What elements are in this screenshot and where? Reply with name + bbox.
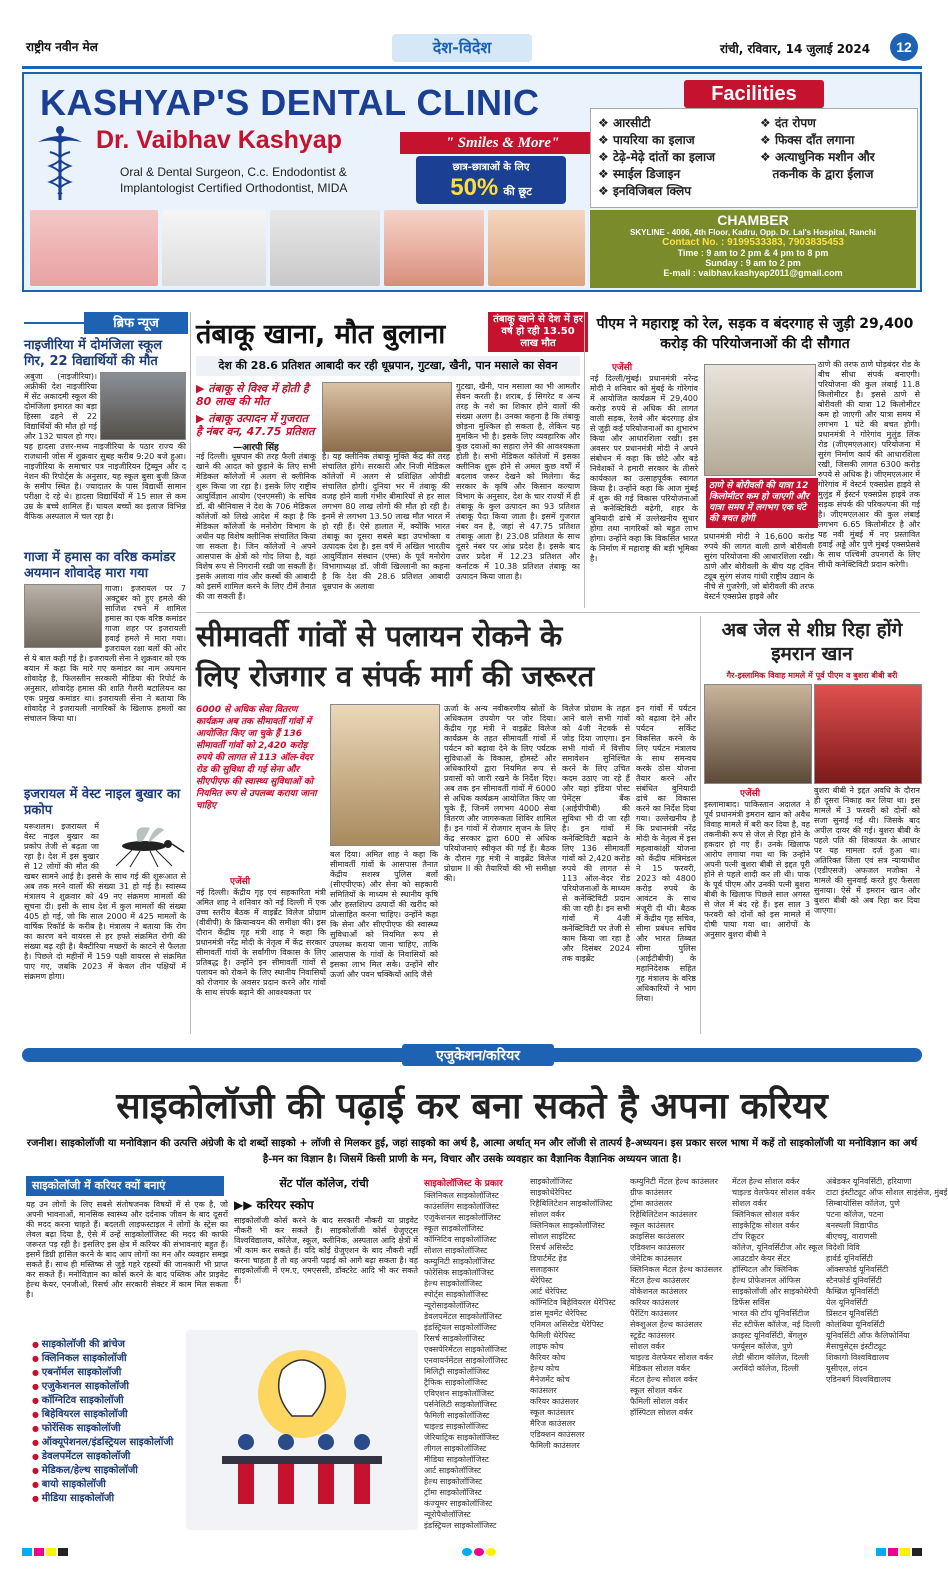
- list-item: सेंट स्टीफेंस कॉलेज, नई दिल्ली: [732, 1320, 821, 1329]
- ad-offer-box: [416, 156, 566, 204]
- list-item: ● एजुकेशनल साइकोलॉजी: [32, 1378, 228, 1392]
- list-item: शिकागो विश्वविद्यालय: [826, 1353, 889, 1362]
- brief-2-lead: गाजा। इजरायल पर 7 अक्टूबर को हुए हमले की साजिश रचने में शामिल हमास का एक वरिष्ठ कमांडर गाजा शहर पर: [105, 584, 186, 633]
- list-item: स्कूल काउंसलर: [530, 1408, 574, 1417]
- border-quote: 6000 से अधिक सेवा वितरण कार्यक्रम अब तक सीमावर्ती गांवों में आयोजित किए जा चुके हैं 136 सीमावर्ती गांवों को 2,420 करोड़ रुपये की लागत से 113 ऑल-वेदर रोड की सुविधा दी गई सेना और सीएपीएफ की स्वास्थ्य सुविधाओं को नियमित रूप से उपलब्ध कराया जाना चाहिए: [196, 705, 317, 811]
- list-item: ट्रैफिक साइकोलॉजिस्ट: [424, 1378, 488, 1387]
- list-item: काउंसलिंग साइकोलॉजिस्ट: [424, 1202, 499, 1211]
- facility-item: ❖ दंत रोपण: [760, 116, 816, 130]
- list-item: रिहैबिलिटेशन काउंसलर: [630, 1210, 697, 1219]
- list-item: स्टैनफोर्ड यूनिवर्सिटी: [826, 1276, 882, 1285]
- list-item: स्कूल सोशल वर्कर: [630, 1386, 682, 1395]
- facility-item: ❖ इनविजिबल क्लिप: [598, 184, 692, 198]
- ad-cred-line2: Implantologist Certified Orthodontist, MIDA: [120, 181, 348, 195]
- list-item: स्कूल साइकोलॉजिस्ट: [424, 1224, 484, 1233]
- list-item: अरविंदो कॉलेज, दिल्ली: [732, 1364, 799, 1373]
- border-col-5: इन गांवों में पर्यटन को बढ़ावा देने और पर्यटन सर्किट विकसित करने के लिए पर्यटन मंत्रालय के साथ समन्वय करके ठोस योजना तैयार करने और संबंधित बुनियादी ढांचे का विकास करने का निर्देश दिया गया। उल्लेखनीय है कि प्रधानमंत्री नरेंद्र मोदी के नेतृत्व में इस महत्वाकांक्षी योजना को केंद्रीय मंत्रिमंडल ने 15 फरवरी, 2023 को 4800 करोड़ रुपये के आवंटन के साथ मंजूरी दी थी। बैठक में केंद्रीय गृह सचिव, सीमा प्रबंधन सचिव और भारत तिब्बत सीमा पुलिस (आईटीबीपी) के महानिदेशक सहित गृह मंत्रालय के वरिष्ठ अधिकारियों ने भाग लिया।: [636, 704, 696, 1003]
- list-item: फैमिली थेरेपिस्ट: [530, 1331, 576, 1340]
- list-item: साइकोलॉजी और साइकोथेरेपी: [732, 1287, 819, 1296]
- education-headline: साइकोलॉजी की पढ़ाई कर बना सकते है अपना करियर: [116, 1086, 828, 1127]
- border-col-2: बल दिया। अमित शाह ने कहा कि सीमावर्ती गांवों के आसपास तैनात केंद्रीय सशस्त्र पुलिस बलों (सीएपीएफ) और सेना को सहकारी समितियों के माध्यम से स्थानीय कृषि और हस्तशिल्प उत्पादों की खरीद को प्रोत्साहित करना चाहिए। उन्होंने कहा कि सेना और सीएपीएफ की स्वास्थ्य सुविधाओं को नियमित रूप से उपलब्ध कराया जाना चाहिए, ताकि आसपास के गांवों के निवासियों को इसका लाभ मिल सके। उन्होंने सौर ऊर्जा और पवन चक्कियों आदि जैसे: [330, 850, 438, 979]
- gaza-rubble-photo: [24, 584, 102, 648]
- list-item: ● क्लिनिकल साइकोलॉजी: [32, 1350, 228, 1364]
- list-item: पैरेंटिंग काउंसलर: [630, 1309, 678, 1318]
- career-col-6: [732, 1176, 822, 1374]
- list-item: एविएशन साइकोलॉजिस्ट: [424, 1389, 495, 1398]
- pm-modi-photo: [704, 364, 816, 476]
- list-item: सोशल साइंटिस्ट: [530, 1232, 576, 1241]
- brief-headline-1: नाइजीरिया में दोमंजिला स्कूल गिर, 22 विद्यार्थियों की मौत: [24, 338, 163, 369]
- smile-photo: [384, 210, 484, 286]
- list-subheading: सोशल वर्कर: [630, 1342, 665, 1351]
- list-item: फोरेंसिक साइकोलॉजिस्ट: [424, 1268, 494, 1277]
- list-item: यूसीएल, लंदन: [826, 1364, 868, 1373]
- brief-story-2: [24, 584, 186, 782]
- list-item: मेंटल हेल्थ सोशल वर्कर: [732, 1177, 800, 1186]
- list-item: रिहैबिलिटेशन साइकोलॉजिस्ट: [530, 1199, 613, 1208]
- tobacco-col-2: है। यह क्लीनिक तंबाकू मुक्ति केंद्र की तरह संचालित होंगे। सरकारी और निजी मेडिकल कॉलेजों में अलग से प्रशिक्षित ओपीडी संचालित होगी। दुनिया भर में तंबाकू की वजह होने वाली गंभीर बीमारियों से हर साल लगभग 80 लाख लोगों की मौत हो रही है। इनमें से लगभग 13.50 लाख मौत भारत में हो रही हैं। ऐसे हालात में, क्योंकि भारत तंबाकू का दूसरा सबसे बड़ा उपभोक्ता व उत्पादक देश है। इस वर्ष में अखिल भारतीय आयुर्विज्ञान संस्थान (एम्स) के पूर्व मनोरोग विभागाध्यक्ष डॉ. जीवी खिल्लानी का कहना है कि देश की 28.6 प्रतिशत आबादी धूम्रपान के अलावा: [322, 452, 450, 591]
- pm-caption: ठाणे से बोरीवली की यात्रा 12 किलोमीटर कम हो जाएगी और यात्रा समय में लगभग एक घंटे की बचत होगी: [706, 478, 818, 528]
- brief-3-body: आई है। इससे के साथ गई की शुरूआत से अब तक मरने वालों की संख्या 31 हो गई है। स्वास्थ्य मंत्रालय ने शुक्रवार को 49 नए संक्रमण मामलों की सूचना दी। इसी के साथ देश में कुल मामलों की संख्या 405 हो गई, जो कि साल 2000 में 425 मामलों के वार्षिक रिकॉर्ड के करीब है। मंत्रालय ने बताया कि रोग का कारण बने वायरस से हर हफ्ते संक्रमित रोगी की संख्या बढ़ रही है। बैक्टीरिया मच्छरों के काटने से फैलता है। पिछले दो महीनों में 159 पक्षी वायरस से संक्रमित पाए गए, जबकि 2023 में केवल तीन पक्षियों में संक्रमण होगा।: [24, 872, 187, 981]
- pm-agency: एजेंसी: [612, 363, 633, 373]
- list-item: ● साइकोलॉजी की ब्रांचेज: [32, 1336, 228, 1350]
- list-item: कम्युनिटी मेंटल हेल्थ काउंसलर: [630, 1177, 718, 1186]
- section-label: देश-विदेश: [392, 34, 532, 62]
- column-divider: [190, 312, 191, 1034]
- tooth-implant-photo: [162, 210, 266, 286]
- list-item: ● बायो साइकोलॉजी: [32, 1476, 228, 1490]
- list-item: हेल्थ साइकोलॉजिस्ट: [424, 1477, 483, 1486]
- list-item: एडिनबर्ग विश्वविद्यालय: [826, 1375, 891, 1384]
- offer-discount: [416, 174, 566, 202]
- child-smile-photo: [488, 210, 585, 286]
- list-item: पटना कॉलेज, पटना: [826, 1210, 884, 1219]
- list-item: हेल्थ कोच: [530, 1364, 560, 1373]
- ad-tagline: " Smiles & More": [400, 132, 605, 154]
- brief-3-lead: यरूशलम। इजरायल में वेस्ट नाइल बुखार का प्रकोप तेजी से बढ़ता जा रहा है। देश में इस बुखार से 12 लोगों की मौत की खबर सामने: [24, 822, 99, 881]
- list-item: ऑक्सफोर्ड यूनिवर्सिटी: [826, 1265, 889, 1274]
- list-item: सोशल वर्कर: [732, 1199, 767, 1208]
- list-item: डेवलपमेंटल साइकोलॉजिस्ट: [424, 1312, 502, 1321]
- list-item: क्लिनिकल सोशल वर्कर: [732, 1210, 800, 1219]
- ad-doctor-name: Dr. Vaibhav Kashyap: [96, 126, 342, 154]
- list-item: करियर काउंसलर: [530, 1397, 579, 1406]
- brief-news-header: [24, 312, 184, 334]
- tobacco-deck: देश की 28.6 प्रतिशत आबादी कर रही धूम्रपान, गुटखा, खैनी, पान मसाले का सेवन: [196, 356, 580, 376]
- list-item: चाइल्ड वेलफेयर सोशल वर्कर: [630, 1353, 714, 1362]
- career-col-5: [630, 1176, 728, 1418]
- list-subheading: विदेशी विवि: [826, 1243, 860, 1252]
- chamber-sunday: Sunday : 9 am to 2 pm: [705, 258, 801, 268]
- chamber-time: Time : 9 am to 2 pm & 4 pm to 8 pm: [677, 248, 829, 258]
- chamber-title: CHAMBER: [717, 212, 789, 228]
- facility-item: ❖ फिक्स दाँत लगाना: [760, 133, 855, 147]
- list-item: साइकोलॉजिस्ट: [530, 1177, 573, 1186]
- imran-deck: गैर-इस्लामिक विवाह मामले में पूर्व पीएम व बुशरा बीबी बरी: [726, 671, 898, 680]
- list-item: एनिमल असिस्टेड थेरेपिस्ट: [530, 1320, 604, 1329]
- tobacco-stat-2: ▶ तंबाकू उत्पादन में गुजरात है नंबर वन, 47.75 प्रतिशत: [196, 412, 315, 438]
- list-item: हेल्थ प्रोफेशनल ऑफिस: [732, 1276, 801, 1285]
- tobacco-col-3: गुटखा, खैनी, पान मसाला का भी आमतौर सेवन करती है। शराब, ई सिगरेट व अन्य तरह के नशे का शिकार होने वालों की संख्या अलग है। उनका कहना है कि तंबाकू छोड़ना मुश्किल हो सकता है, लेकिन यह मुमकिन भी है। इसके लिए व्यवहारिक और कुछ दवाओं का सहारा लेने की आवश्यकता होती है। सभी मेडिकल कॉलेजों में इसका क्लीनिक शुरू होने से अमल कुछ वर्षों में बदलाव जरूर देखने को मिलेगा। केंद्र सरकार के कृषि और किसान कल्याण विभाग के अनुसार, देश के चार राज्यों में ही तंबाकू के कुल उत्पादन का 93 प्रतिशत तंबाकू पैदा किया जाता है। इसमें गुजरात नंबर वन है, जहां से 47.75 प्रतिशत तंबाकू आता है। 23.08 प्रतिशत के साथ दूसरे नंबर पर आंध्र प्रदेश है। इसके बाद उत्तर प्रदेश में 12.23 प्रतिशत और कर्नाटक में 10.38 प्रतिशत तंबाकू का उत्पादन किया जाता है।: [456, 382, 580, 581]
- tobacco-byline: —आरपी सिंह: [233, 443, 279, 453]
- list-subheading: काउंसलर: [530, 1386, 557, 1395]
- imran-col-2: बुशरा बीबी ने इद्दत अवधि के दौरान ही दूसरा निकाह कर लिया था। इस मामले में 3 फरवरी को दोनों को सजा सुनाई गई थी। जिसके बाद अपील दायर की गई। बुशरा बीबी के पहले पति की शिकायत के आधार पर यह मामला दर्ज हुआ था। अतिरिक्त जिला एवं सत्र न्यायाधीश (एडीएसजे) अफजल मजोका ने मामले की सुनवाई करते हुए फैसला सुनाया। ऐसे में इमरान खान और बुशरा बीबी को अब रिहा कर दिया जाएगा।: [814, 786, 920, 915]
- list-item: मैसाचुसेट्स इंस्टीट्यूट: [826, 1342, 887, 1351]
- list-item: प्रिंसटन यूनिवर्सिटी: [826, 1309, 879, 1318]
- list-item: न्यूरोपैथोलॉजिस्ट: [424, 1510, 471, 1519]
- ad-title: KASHYAP'S DENTAL CLINIC: [40, 82, 540, 123]
- caduceus-icon: [30, 124, 90, 202]
- list-item: मेंटल हेल्थ काउंसलर: [630, 1276, 690, 1285]
- list-item: चाइल्ड वेलफेयर सोशल वर्कर: [732, 1188, 816, 1197]
- brief-headline-3: इजरायल में वेस्ट नाइल बुखार का प्रकोप: [24, 787, 181, 818]
- list-item: करियर काउंसलर: [630, 1298, 679, 1307]
- list-item: ट्रॉमा काउंसलर: [630, 1199, 673, 1208]
- list-item: लीगल साइकोलॉजिस्ट: [424, 1444, 487, 1453]
- list-item: रिसर्च असिस्टेंट: [530, 1243, 574, 1252]
- career-scope-text: साइकोलॉजी कोर्स करने के बाद सरकारी नौकरी या प्राइवेट नौकरी भी कर सकते हैं। साइकोलॉजी कोर्स ग्रेजुएट्स विश्वविद्यालय, कॉलेज, स्कूल, क्लीनिक, अस्पताल आदि क्षेत्रों में भी काम कर सकते हैं। यदि कोई ग्रेजुएशन के बाद नौकरी नहीं करना चाहता है तो वह अपनी पढ़ाई को आगे बढ़ा सकता है। वह साइकोलॉजी में एम.ए, एमएससी, डॉक्टरेट आदि भी कर सकते हैं।: [234, 1216, 418, 1285]
- facility-item: ❖ अत्याधुनिक मशीन और: [760, 150, 875, 164]
- list-item: मैनेजमेंट कोच: [530, 1375, 570, 1384]
- border-headline: [196, 616, 696, 696]
- list-item: मिलिट्री साइकोलॉजिस्ट: [424, 1367, 490, 1376]
- career-col-4: [530, 1176, 626, 1451]
- list-item: मीडिया साइकोलॉजिस्ट: [424, 1455, 489, 1464]
- dental-photos: [30, 210, 585, 286]
- border-headline-line2: लिए रोजगार व संपर्क मार्ग की जरूरत: [196, 659, 595, 693]
- list-item: अंबेडकर यूनिवर्सिटी, हरियाणा: [826, 1177, 912, 1186]
- tobacco-side-box: तंबाकू खाने से देश में हर वर्ष हो रही 13.50 लाख मौत: [488, 312, 588, 352]
- offer-line: छात्र-छात्राओं के लिए: [452, 162, 530, 173]
- types-title: साइकोलॉजिस्ट के प्रकार: [424, 1179, 503, 1189]
- imran-agency: एजेंसी: [740, 789, 761, 799]
- list-item: हेल्थ साइकोलॉजिस्ट: [424, 1279, 483, 1288]
- masthead-name: राष्ट्रीय नवीन मेल: [26, 40, 98, 54]
- chamber-contact: Contact No. : 9199533383, 7903835453: [662, 237, 844, 248]
- list-item: बनस्थली विद्यापीठ: [826, 1221, 879, 1230]
- list-item: ट्रॉमा साइकोलॉजिस्ट: [424, 1488, 482, 1497]
- list-item: वोकेशनल काउंसलर: [630, 1287, 688, 1296]
- facility-item: ❖ पायरिया का इलाज: [598, 133, 695, 147]
- list-item: टाटा इंस्टीट्यूट ऑफ सोशल साइंसेज, मुंबई: [826, 1188, 948, 1197]
- list-item: जेनेटिक काउंसलर: [630, 1254, 682, 1263]
- facilities-left-list: [598, 114, 758, 199]
- brief-story-3: [24, 822, 186, 1034]
- denture-photo: [30, 210, 158, 286]
- college-name: सेंट पॉल कॉलेज, रांची: [279, 1177, 369, 1190]
- facility-item: ❖ स्माईल डिजाइन: [598, 167, 681, 181]
- list-item: एजुकेशनल साइकोलॉजिस्ट: [424, 1213, 501, 1222]
- list-item: जेरियाट्रिक साइकोलॉजिस्ट: [424, 1433, 500, 1442]
- list-item: ग्रीफ काउंसलर: [630, 1188, 672, 1197]
- list-item: डांस मूवमेंट थेरेपिस्ट: [530, 1309, 588, 1318]
- facilities-title: Facilities: [684, 80, 824, 108]
- column-divider: [700, 616, 701, 1034]
- list-item: ● फोरेंसिक साइकोलॉजी: [32, 1420, 228, 1434]
- list-item: ● कॉग्निटिव साइकोलॉजी: [32, 1392, 228, 1406]
- list-item: इंडस्ट्रियल साइकोलॉजिस्ट: [424, 1323, 497, 1332]
- facility-item: तकनीक के द्वारा ईलाज: [772, 167, 874, 181]
- list-subheading: लाइफ कोच: [530, 1342, 564, 1351]
- tobacco-stat-1: ▶ तंबाकू से विश्व में होती है 80 लाख की मौत: [196, 382, 309, 408]
- list-item: आर्ट थेरेपिस्ट: [530, 1287, 567, 1296]
- list-item: मेंटल हेल्थ सोशल वर्कर: [630, 1375, 698, 1384]
- list-item: साइकोथेरेपिस्ट: [530, 1188, 572, 1197]
- print-registration-strip: [22, 1548, 922, 1556]
- list-item: फैमिली काउंसलर: [530, 1441, 580, 1450]
- border-col-4: विलेज प्रोग्राम के तहत आने वाले सभी गांवों को 4जी नेटवर्क से जोड़ दिया जाएगा। इन सभी गांवों में वित्तीय समावेशन सुनिश्चित करने के लिए उचित कदम उठाए जा रहे हैं और यहां इंडिया पोस्ट पेमेंट्स बैंक (आईपीपीबी) की सुविधा भी दी जा रही है। इन गांवों में कनेक्टिविटी बढ़ाने के लिए 136 सीमावर्ती गांवों को 2,420 करोड़ रुपये की लागत से 113 ऑल-वेदर रोड परियोजनाओं के माध्यम से कनेक्टिविटी प्रदान की जा रही है। इन सभी गांवों में 4जी कनेक्टिविटी पर तेजी से काम किया जा रहा है और दिसंबर 2024 तक वाइब्रेंट: [562, 704, 630, 963]
- list-item: हॉस्पिटल सोशल वर्कर: [630, 1408, 693, 1417]
- list-item: चाइल्ड साइकोलॉजिस्ट: [424, 1422, 489, 1431]
- list-item: मैरिज काउंसलर: [530, 1419, 576, 1428]
- list-item: हॉस्पिटल और क्लिनिक: [732, 1265, 799, 1274]
- chamber-address: SKYLINE - 4006, 4th Floor, Kadru, Opp. Dr. Lal's Hospital, Ranchi: [630, 228, 876, 237]
- list-item: क्लिनिकल साइकोलॉजिस्ट: [424, 1191, 499, 1200]
- career-scope-title: ▶▶ करियर स्कोप: [234, 1198, 314, 1212]
- list-item: कोलंबिया यूनिवर्सिटी: [826, 1320, 885, 1329]
- implant-model-photo: [270, 210, 380, 286]
- chamber-box: [590, 210, 916, 288]
- list-item: कम्युनिटी साइकोलॉजिस्ट: [424, 1257, 495, 1266]
- list-item: क्लिनिकल मेंटल हेल्थ काउंसलर: [630, 1265, 722, 1274]
- list-item: सोशल साइकोलॉजिस्ट: [424, 1246, 488, 1255]
- pm-col-1: नई दिल्ली/मुंबई। प्रधानमंत्री नरेन्द्र मोदी ने शनिवार को मुंबई के गोरेगांव में आयोजित कार्यक्रम में 29,400 करोड़ रुपये से अधिक की लागत वाली सड़क, रेलवे और बंदरगाह क्षेत्र से जुड़ी कई परियोजनाओं का शुभारंभ किया और आधारशिला रखी। इस अवसर पर प्रधानमंत्री मोदी ने अपने संबोधन में कहा कि छोटे और बड़े निवेशकों ने हमारी सरकार के तीसरे कार्यकाल का उत्साहपूर्वक स्वागत किया है। उन्होंने कहा कि आज मुंबई में शुरू की गई विकास परियोजनाओं से कनेक्टिविटी बढ़ेगी, शहर के बुनियादी ढांचे में उल्लेखनीय सुधार होगा तथा नागरिकों को बहुत लाभ होगा। उन्होंने कहा कि विकसित भारत के निर्माण में महाराष्ट्र की बड़ी भूमिका है।: [590, 374, 698, 563]
- list-item: ● डेवलपमेंटल साइकोलॉजी: [32, 1448, 228, 1462]
- list-item: फैमिली सोशल वर्कर: [630, 1397, 688, 1406]
- list-item: पर्सनेलिटी साइकोलॉजिस्ट: [424, 1400, 497, 1409]
- list-item: सेक्शुअल हेल्थ काउंसलर: [630, 1320, 703, 1329]
- list-item: ● बिहेवियरल साइकोलॉजी: [32, 1406, 228, 1420]
- scope-title-text: करियर स्कोप: [256, 1198, 314, 1212]
- list-item: क्राइस्ट यूनिवर्सिटी, बेंगलुरु: [732, 1331, 808, 1340]
- imran-headline: अब जेल से शीघ्र रिहा होंगे इमरान खान: [721, 619, 903, 665]
- list-item: कॉग्निटिव साइकोलॉजिस्ट: [424, 1235, 497, 1244]
- list-item: कंज्यूमर साइकोलॉजिस्ट: [424, 1499, 493, 1508]
- list-item: कैम्ब्रिज यूनिवर्सिटी: [826, 1287, 880, 1296]
- list-item: क्राइसिस काउंसलर: [630, 1232, 685, 1241]
- list-item: ● मेडिकल/हेल्थ साइकोलॉजी: [32, 1462, 228, 1476]
- amit-shah-photo: [330, 704, 440, 846]
- list-item: यूनिवर्सिटी ऑफ कैलिफोर्निया: [826, 1331, 910, 1340]
- brief-1-lead: अबुजा (नाइजीरिया)। अफ्रीकी देश नाइजीरिया में सेंट अकादमी स्कूल की दोमंजिला इमारत का बड़ा हिस्सा: [24, 372, 97, 421]
- page-number: 12: [890, 33, 918, 61]
- list-item: सोशल वर्कर: [530, 1210, 565, 1219]
- border-col-1: नई दिल्ली। केंद्रीय गृह एवं सहकारिता मंत्री अमित शाह ने शनिवार को नई दिल्ली में एक उच्च स्तरीय बैठक में वाइब्रेंट विलेज प्रोग्राम (वीवीपी) के क्रियान्वयन की समीक्षा की। इस दौरान केंद्रीय गृह मंत्री शाह ने कहा कि प्रधानमंत्री नरेंद्र मोदी के नेतृत्व में केंद्र सरकार सीमावर्ती गांवों के सर्वांगीण विकास के लिए प्रतिबद्ध है। उन्होंने इन सीमावर्ती गांवों से पलायन को रोकने के लिए स्थानीय निवासियों को रोजगार के अवसर प्रदान करने और गांवों के साथ संपर्क बढ़ाने की आवश्यकता पर: [196, 888, 326, 997]
- imran-col-1: इस्लामाबाद। पाकिस्तान अदालत ने पूर्व प्रधानमंत्री इमरान खान को अवैध विवाह मामले में बरी कर दिया है, वह तकनीकी रूप से जेल से रिहा होने के हकदार हो गए हैं। उनके खिलाफ आरोप लगाया गया था कि उन्होंने अपनी पत्नी बुशरा बीबी से इद्दत पूरी होने से पहले शादी कर ली थी। पाक के पूर्व पीएम और उनकी पत्नी बुशरा बीबी के खिलाफ पिछले साल अगस्त से जेल में बंद रहे हैं। इस साल 3 फरवरी को दोनों को इस मामले में दोषी पाया गया था। आरोपों के अनुसार बुशरा बीबी ने: [704, 800, 810, 939]
- career-illustration: [186, 1330, 418, 1530]
- bushra-bibi-photo: [814, 684, 922, 784]
- tobacco-stats: [196, 382, 316, 453]
- list-item: साइकेट्रिक सोशल वर्कर: [732, 1221, 800, 1230]
- list-item: सिम्बायोसिस कॉलेज, पुणे: [826, 1199, 900, 1208]
- border-col-3: ऊर्जा के अन्य नवीकरणीय स्रोतों के अधिकतम उपयोग पर जोर दिया। केंद्रीय गृह मंत्री ने वाइब्रेंट विलेज कार्यक्रम के तहत सीमावर्ती गांवों में पर्यटन को बढ़ावा देने के लिए पर्यटक सुविधाओं के विकास, होमस्टे और अधिकारियों द्वारा नियमित रूप से प्रवासों को जारी रखने के निर्देश दिए। अब तक इन सीमावर्ती गांवों में 6000 से अधिक कार्यक्रम आयोजित किए जा चुके हैं, जिनमें लगभग 4000 सेवा वितरण और जागरूकता शिविर शामिल हैं। इन गांवों में रोजगार सृजन के लिए केंद्र सरकार द्वारा 600 से अधिक परियोजनाएं स्वीकृत की गई हैं। बैठक के दौरान गृह मंत्री ने वाइब्रेंट विलेज प्रोग्राम II की तैयारियों की भी समीक्षा की।: [444, 704, 556, 883]
- offer-suffix: की छूट: [503, 185, 532, 198]
- pm-col-2: प्रधानमंत्री मोदी ने 16,600 करोड़ रुपये की लागत वाली ठाणे बोरीवली सुरंग परियोजना की आधारशिला रखी। ठाणे और बोरीवली के बीच यह ट्विन ट्यूब सुरंग संजय गांधी राष्ट्रीय उद्यान के नीचे से गुजरेगी, जो बोरीवली की तरफ वेस्टर्न एक्सप्रेस हाइवे और: [704, 532, 814, 601]
- education-intro: रजनीश। साइकोलॉजी या मनोविज्ञान की उत्पत्ति अंग्रेजी के दो शब्दों साइको + लॉजी से मिलकर हुई, जहां साइको का अर्थ है, आत्मा अर्थात् मन और लॉजी से तात्पर्य है-अध्ययन। इस प्रकार सरल भाषा में कहें तो साइकोलॉजी या मनोविज्ञान का अर्थ है-मन का विज्ञान है। जिसमें किसी प्राणी के मन, विचार और उसके व्यवहार का वैज्ञानिक वैज्ञानिक अध्ययन जाता है।: [26, 1138, 918, 1165]
- brief-headline-2: गाजा में हमास का वरिष्ठ कमांडर अयमान शोवादेह मारा गया: [24, 550, 176, 581]
- list-item: कॉलेज, यूनिवर्सिटीज और स्कूल: [732, 1243, 824, 1252]
- border-agency: एजेंसी: [230, 877, 251, 887]
- list-item: स्पोर्ट्स साइकोलॉजिस्ट: [424, 1290, 488, 1299]
- brief-story-1: [24, 372, 186, 542]
- list-item: एडिक्शन काउंसलर: [530, 1430, 585, 1439]
- list-item: एक्सपेरिमेंटल साइकोलॉजिस्ट: [424, 1345, 508, 1354]
- facility-item: ❖ आरसीटी: [598, 116, 651, 130]
- school-collapse-photo: [100, 372, 186, 440]
- tobacco-col-1: नई दिल्ली। धूम्रपान की तरह फैली तंबाकू खाने की आदत को छुड़ाने के लिए सभी मेडिकल कॉलेजों में अलग से क्लीनिक शुरू किया जा रहा है। इसके लिए राष्ट्रीय आयुर्विज्ञान आयोग (एनएमसी) के सचिव डॉ. बी श्रीनिवास ने देश के 706 मेडिकल कॉलेजों को लिखे आदेश में कहा है कि मेडिकल कॉलेजों के मनोरोग विभाग के अधीन यह विशेष क्लीनिक संचालित किया जा सकता है। जिन कॉलेजों ने अपने आसपास के क्षेत्रों को गोद लिया है, वहां विशेष रूप से निगरानी रखी जा सकती है। इसके अलावा गांव और कस्बों की आबादी को इसमें शामिल करने के लिए टीमें तैनात की जा सकती हैं।: [196, 452, 316, 601]
- ad-cred-line1: Oral & Dental Surgeon, C.c. Endodontist &: [120, 165, 347, 179]
- pm-headline: पीएम ने महाराष्ट्र को रेल, सड़क व बंदरगाह से जुड़ी 29,400 करोड़ की परियोजनाओं की दी सौगात: [596, 316, 914, 352]
- list-item: क्लिनिकल साइकोलॉजिस्ट: [530, 1221, 605, 1230]
- list-item: कैरियर कोच: [530, 1353, 566, 1362]
- list-item: डिपार्टमेंट हेड: [530, 1254, 567, 1263]
- list-item: स्कूल काउंसलर: [630, 1221, 674, 1230]
- list-item: ● मीडिया साइकोलॉजी: [32, 1490, 228, 1504]
- list-item: एनवायर्नमेंटल साइकोलॉजिस्ट: [424, 1356, 508, 1365]
- list-item: लेडी श्रीराम कॉलेज, दिल्ली: [732, 1353, 809, 1362]
- column-divider: [584, 312, 585, 608]
- border-headline-line1: सीमावर्ती गांवों से पलायन रोकने के: [196, 619, 563, 653]
- list-item: मेडिकल सोशल वर्कर: [630, 1364, 690, 1373]
- chamber-email: E-mail : vaibhav.kashyap2011@gmail.com: [663, 268, 843, 278]
- tobacco-photo: [322, 382, 452, 452]
- types-list: [424, 1190, 524, 1531]
- dateline: रांची, रविवार, 14 जुलाई 2024: [720, 42, 871, 56]
- list-item: डिफेंस सर्विस: [732, 1298, 770, 1307]
- list-item: ● एबनॉर्मल साइकोलॉजी: [32, 1364, 228, 1378]
- list-subheading: भारत की टॉप यूनिवर्सिटीज: [732, 1309, 810, 1318]
- facility-item: ❖ टेढ़े-मेढ़े दांतों का इलाज: [598, 150, 715, 164]
- list-item: फैमिली साइकोलॉजिस्ट: [424, 1411, 490, 1420]
- why-career-text: यह उन लोगों के लिए सबसे संतोषजनक विषयों में से एक है, जो अपनी भावनाओं, मानसिक स्वास्थ्य और दर्दनाक जीवन के बाद दूसरों की मदद करना चाहते हैं। बदलती लाइफस्टाइल ने लोगों के स्ट्रेस का लेवल बढ़ा दिया है, ऐसे में उन्हें साइकोलॉजिस्ट की मदद की काफी जरूरत पड़ रही है। इसलिए इस क्षेत्र में करियर की संभावनाएं बहुत हैं। इसमें डिग्री हासिल करने के बाद आप लोगों का मन और व्यवहार समझ सकते हैं। साथ ही मस्तिष्क से जुड़े गहरे रहस्यों की जानकारी भी प्राप्त कर सकते हैं। मनोविज्ञान का कोर्स करने के बाद पब्लिक और प्राइवेट हेल्थ केयर, एनजीओ, रिसर्च और सरकारी सेक्टर में काम मिल सकता है।: [26, 1200, 228, 1299]
- brief-1-body: ढहने से 22 विद्यार्थियों की मौत हो गई और 132 घायल हो गए। यह हादसा उत्तर-मध्य नाइजीरिया के पठार राज्य की राजधानी जोस में शुक्रवार सुबह करीब 9:20 बजे हुआ। नाइजीरिया के समाचार पत्र नाइजीरियन ट्रिब्यून और द नेशन की रिपोर्ट्स के अनुसार, यह स्कूल बुसा बुजी क्रिज के समीप स्थित है। ज्यादातर के पास विद्यार्थी सामान परीक्षा दे रहे थे। हादसा विद्यार्थियों में 15 साल से कम उम्र के बच्चे शामिल हैं। घायल बच्चों का इलाज विभिन्न वैफिक अस्पताल में चल रहा है।: [24, 412, 186, 521]
- list-item: न्यूरोसाइकोलॉजिस्ट: [424, 1301, 479, 1310]
- list-item: सलाहकार: [530, 1265, 559, 1274]
- brief-news-label: ब्रिफ न्यूज: [84, 312, 188, 334]
- career-col-7: [826, 1176, 948, 1385]
- list-item: एडिक्शन काउंसलर: [630, 1243, 685, 1252]
- ad-credentials: [120, 164, 380, 196]
- list-subheading: थेरेपिस्ट: [530, 1276, 553, 1285]
- list-subheading: टॉप रिक्रूटर: [732, 1232, 764, 1241]
- imran-khan-photo: [704, 684, 812, 784]
- list-item: हार्वर्ड यूनिवर्सिटी: [826, 1254, 873, 1263]
- education-label: एजुकेशन/करियर: [402, 1044, 554, 1066]
- why-career-title: साइकोलॉजी में करियर क्यों बनाएं: [26, 1176, 224, 1196]
- list-item: बीएचयू, वाराणसी: [826, 1232, 877, 1241]
- list-item: आर्ट साइकोलॉजिस्ट: [424, 1466, 482, 1475]
- list-item: स्टूडेंट काउंसलर: [630, 1331, 675, 1340]
- pm-col-3: ठाणे की तरफ ठाणे घोड़बंदर रोड के बीच सीधा संपर्क बनाएगी। परियोजना की कुल लंबाई 11.8 किलोमीटर है। इससे ठाणे से बोरीवली की यात्रा 12 किलोमीटर कम हो जाएगी और यात्रा समय में लगभग 1 घंटे की बचत होगी। प्रधानमंत्री ने गोरेगांव मुलुंड लिंक रोड (जीएमएलआर) परियोजना में सुरंग निर्माण कार्य की आधारशिला रखी, जिसकी लागत 6300 करोड़ रुपये से अधिक है। जीएमएलआर में गोरेगांव में वेस्टर्न एक्सप्रेस हाइवे से मुलुंड में ईस्टर्न एक्सप्रेस हाइवे तक सड़क संपर्क की परिकल्पना की गई है। जीएमएलआर की कुल लंबाई लगभग 6.65 किलोमीटर है और यह नवी मुंबई में नए प्रस्तावित हवाई अड्डे और पुणे मुंबई एक्सप्रेसवे के साथ पश्चिमी उपनगरों के लिए सीधी कनेक्टिविटी प्रदान करेगी।: [818, 360, 920, 569]
- offer-pct: 50%: [450, 174, 499, 201]
- list-item: रिसर्च साइकोलॉजिस्ट: [424, 1334, 485, 1343]
- list-item: येल यूनिवर्सिटी: [826, 1298, 868, 1307]
- tobacco-headline: तंबाकू खाना, मौत बुलाना: [196, 319, 446, 350]
- row-divider: [196, 612, 920, 613]
- brief-2-body: इजरायली हवाई हमले में मारा गया। इजरायल रक्षा बलों की ओर से ये बात कही गई है। इजरायली सेना ने शुक्रवार को एक बयान में कहा कि मारे गए कमांडर का नाम अयमान शोवादेह है, फिलस्तीन सरकारी मीडिया की रिपोर्ट के अनुसार, शोवादेह हमास की शाति गैलरी बटालियन का एक प्रमुख कमांडर था। इजरायली सेना ने बताया कि शोवादेह ने इजरायली नागरिकों के खिलाफ हमलों का संचालन किया था।: [24, 624, 187, 723]
- list-item: आउटडोर केयर सेंटर: [732, 1254, 791, 1263]
- facilities-right-list: [760, 114, 915, 182]
- list-item: कॉग्निटिव बिहेवियरल थेरेपिस्ट: [530, 1298, 616, 1307]
- list-item: फर्ग्यूसन कॉलेज, पुणे: [732, 1342, 793, 1351]
- list-item: ● ऑक्यूपेशनल/इंडस्ट्रियल साइकोलॉजी: [32, 1434, 228, 1448]
- mosquito-icon: [102, 822, 186, 868]
- list-item: इंडस्ट्रियल साइकोलॉजिस्ट: [424, 1521, 497, 1530]
